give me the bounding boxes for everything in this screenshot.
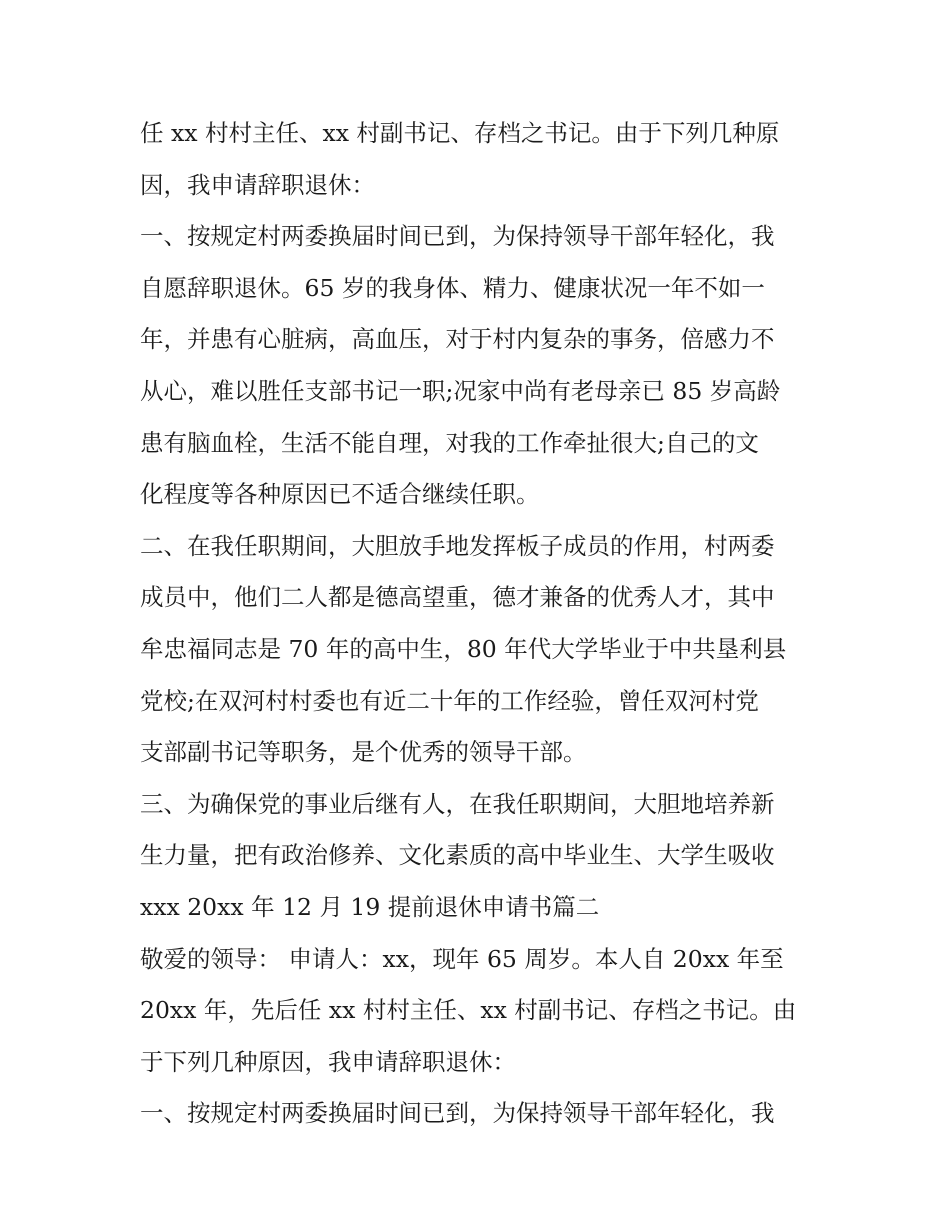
- text-line: 支部副书记等职务，是个优秀的领导干部。: [140, 738, 587, 767]
- text-line: 患有脑血栓，生活不能自理，对我的工作牵扯很大;自己的文: [140, 428, 759, 457]
- text-line: 牟忠福同志是 70 年的高中生，80 年代大学毕业于中共垦利县: [140, 634, 787, 663]
- text-line: 化程度等各种原因已不适合继续任职。: [140, 480, 540, 509]
- text-line: 于下列几种原因，我申请辞职退休：: [140, 1047, 516, 1076]
- text-line: 二、在我任职期间，大胆放手地发挥板子成员的作用，村两委: [140, 531, 775, 560]
- text-line: 敬爱的领导： 申请人：xx，现年 65 周岁。本人自 20xx 年至: [140, 944, 784, 973]
- text-line: 自愿辞职退休。65 岁的我身体、精力、健康状况一年不如一: [140, 273, 765, 302]
- text-line: 一、按规定村两委换届时间已到，为保持领导干部年轻化，我: [140, 222, 775, 251]
- text-line: 党校;在双河村村委也有近二十年的工作经验，曾任双河村党: [140, 686, 759, 715]
- text-line: 任 xx 村村主任、xx 村副书记、存档之书记。由于下列几种原: [140, 119, 780, 147]
- text-line: 一、按规定村两委换届时间已到，为保持领导干部年轻化，我: [140, 1099, 775, 1128]
- text-line: 生力量，把有政治修养、文化素质的高中毕业生、大学生吸收: [140, 841, 775, 870]
- document-body: [140, 108, 830, 1140]
- text-line: 20xx 年，先后任 xx 村村主任、xx 村副书记、存档之书记。由: [140, 996, 797, 1025]
- text-line: xxx 20xx 年 12 月 19 提前退休申请书篇二: [140, 892, 600, 921]
- text-line: 成员中，他们二人都是德高望重，德才兼备的优秀人才，其中: [140, 583, 775, 612]
- text-line: 从心，难以胜任支部书记一职;况家中尚有老母亲已 85 岁高龄: [140, 376, 781, 405]
- text-line: 年，并患有心脏病，高血压，对于村内复杂的事务，倍感力不: [140, 325, 775, 354]
- text-line: 三、为确保党的事业后继有人，在我任职期间，大胆地培养新: [140, 789, 775, 818]
- text-line: 因，我申请辞职退休：: [140, 170, 375, 199]
